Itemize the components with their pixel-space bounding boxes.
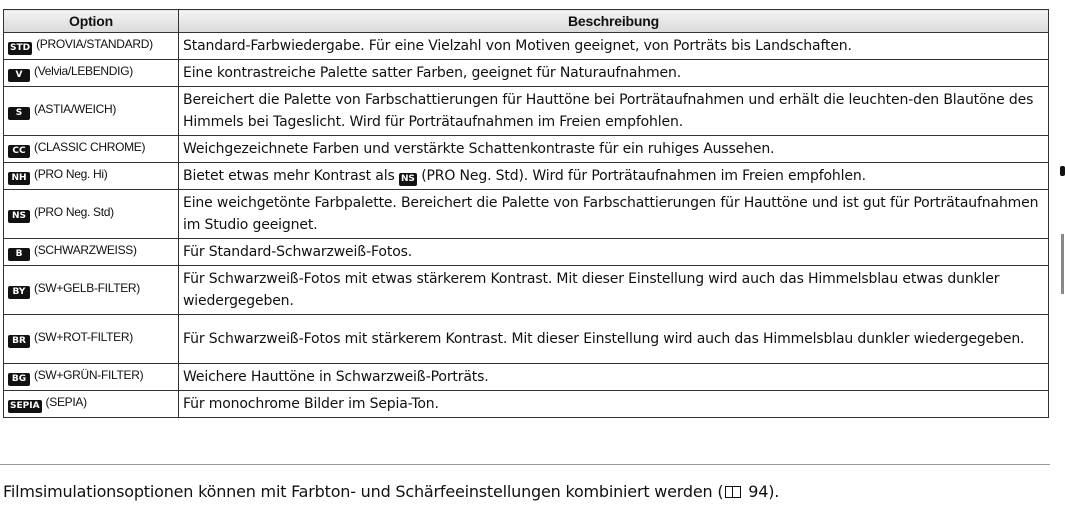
pro-neg-std-icon: NS: [8, 210, 30, 223]
option-label: (SW+ROT-FILTER): [34, 330, 133, 344]
option-label: (ASTIA/WEICH): [34, 102, 117, 116]
footnote-page-ref: 94: [748, 482, 769, 501]
option-cell: [4, 239, 179, 266]
table-row: [4, 364, 1049, 391]
option-label: (PRO Neg. Std): [34, 205, 114, 219]
option-label: (Velvia/LEBENDIG): [34, 64, 133, 78]
table-row: [4, 239, 1049, 266]
option-cell: [4, 33, 179, 60]
table-row: [4, 163, 1049, 190]
description-text-pre: Bietet etwas mehr Kontrast als: [183, 167, 399, 184]
book-reference-icon: [725, 486, 741, 498]
option-cell: [4, 136, 179, 163]
description-cell: Standard-Farbwiedergabe. Für eine Vielzahl von Motiven geeignet, von Porträts bis Landschaften.: [179, 33, 1049, 60]
monochrome-icon: B: [8, 248, 30, 261]
description-cell: Weichgezeichnete Farben und verstärkte Schattenkontraste für ein ruhiges Aussehen.: [179, 136, 1049, 163]
option-label: (CLASSIC CHROME): [34, 140, 146, 154]
monochrome-green-filter-icon: BG: [8, 373, 30, 386]
option-label: (SEPIA): [45, 395, 87, 409]
divider: [0, 464, 1050, 465]
pro-neg-std-icon: NS: [399, 173, 417, 186]
description-cell: Für monochrome Bilder im Sepia-Ton.: [179, 391, 1049, 418]
option-cell: [4, 163, 179, 190]
option-cell: [4, 391, 179, 418]
option-label: (PRO Neg. Hi): [34, 167, 108, 181]
option-cell: [4, 315, 179, 364]
film-simulation-table: [3, 9, 1049, 418]
description-cell: Eine weichgetönte Farbpalette. Bereichert die Palette von Farbschattierungen für Hauttöne und ist gut für Porträtaufnahmen im Studio geeignet.: [179, 190, 1049, 239]
table-row: [4, 136, 1049, 163]
option-cell: [4, 364, 179, 391]
description-cell: Für Schwarzweiß-Fotos mit etwas stärkerem Kontrast. Mit dieser Einstellung wird auch das Himmelsblau etwas dunkler wiedergegeben.: [179, 266, 1049, 315]
table-row: [4, 315, 1049, 364]
option-label: (SCHWARZWEISS): [34, 243, 137, 257]
footnote-text-post: ).: [768, 482, 780, 501]
sepia-icon: SEPIA: [10, 401, 40, 411]
option-cell: [4, 87, 179, 136]
table-row: [4, 87, 1049, 136]
classic-chrome-icon: CC: [8, 145, 30, 158]
monochrome-red-filter-icon: BR: [8, 335, 30, 348]
footnote-text-pre: Filmsimulationsoptionen können mit Farbton- und Schärfeeinstellungen kombiniert werden (: [3, 482, 724, 501]
option-cell: [4, 266, 179, 315]
page-edge-tab: [1061, 234, 1064, 294]
option-cell: [4, 190, 179, 239]
monochrome-yellow-filter-icon: BY: [8, 286, 30, 299]
table-row: [4, 190, 1049, 239]
velvia-vivid-icon: V: [8, 69, 30, 82]
description-cell: Eine kontrastreiche Palette satter Farben, geeignet für Naturaufnahmen.: [179, 60, 1049, 87]
option-label: (PROVIA/STANDARD): [36, 37, 153, 51]
footnote: [3, 482, 779, 501]
description-cell: [179, 163, 1049, 190]
page-edge-mark: [1060, 166, 1065, 176]
pro-neg-hi-icon: NH: [8, 172, 30, 185]
table-row: [4, 266, 1049, 315]
description-cell: Bereichert die Palette von Farbschattierungen für Hauttöne bei Porträtaufnahmen und erhält die leuchten-den Blautöne des Himmels bei Tageslicht. Wird für Porträtaufnahmen im Freien empfohlen.: [179, 87, 1049, 136]
option-cell: [4, 60, 179, 87]
table-row: [4, 33, 1049, 60]
option-label: (SW+GRÜN-FILTER): [34, 368, 144, 382]
table-row: [4, 60, 1049, 87]
provia-standard-icon: STD: [10, 43, 31, 53]
header-description: Beschreibung: [179, 10, 1049, 33]
description-cell: Für Schwarzweiß-Fotos mit stärkerem Kontrast. Mit dieser Einstellung wird auch das Himmelsblau dunkler wiedergegeben.: [179, 315, 1049, 364]
astia-soft-icon: S: [8, 107, 30, 120]
option-label: (SW+GELB-FILTER): [34, 281, 140, 295]
description-cell: Für Standard-Schwarzweiß-Fotos.: [179, 239, 1049, 266]
table-row: [4, 391, 1049, 418]
header-option: Option: [4, 10, 179, 33]
description-cell: Weichere Hauttöne in Schwarzweiß-Porträts.: [179, 364, 1049, 391]
description-text-post: (PRO Neg. Std). Wird für Porträtaufnahmen im Freien empfohlen.: [416, 167, 866, 184]
